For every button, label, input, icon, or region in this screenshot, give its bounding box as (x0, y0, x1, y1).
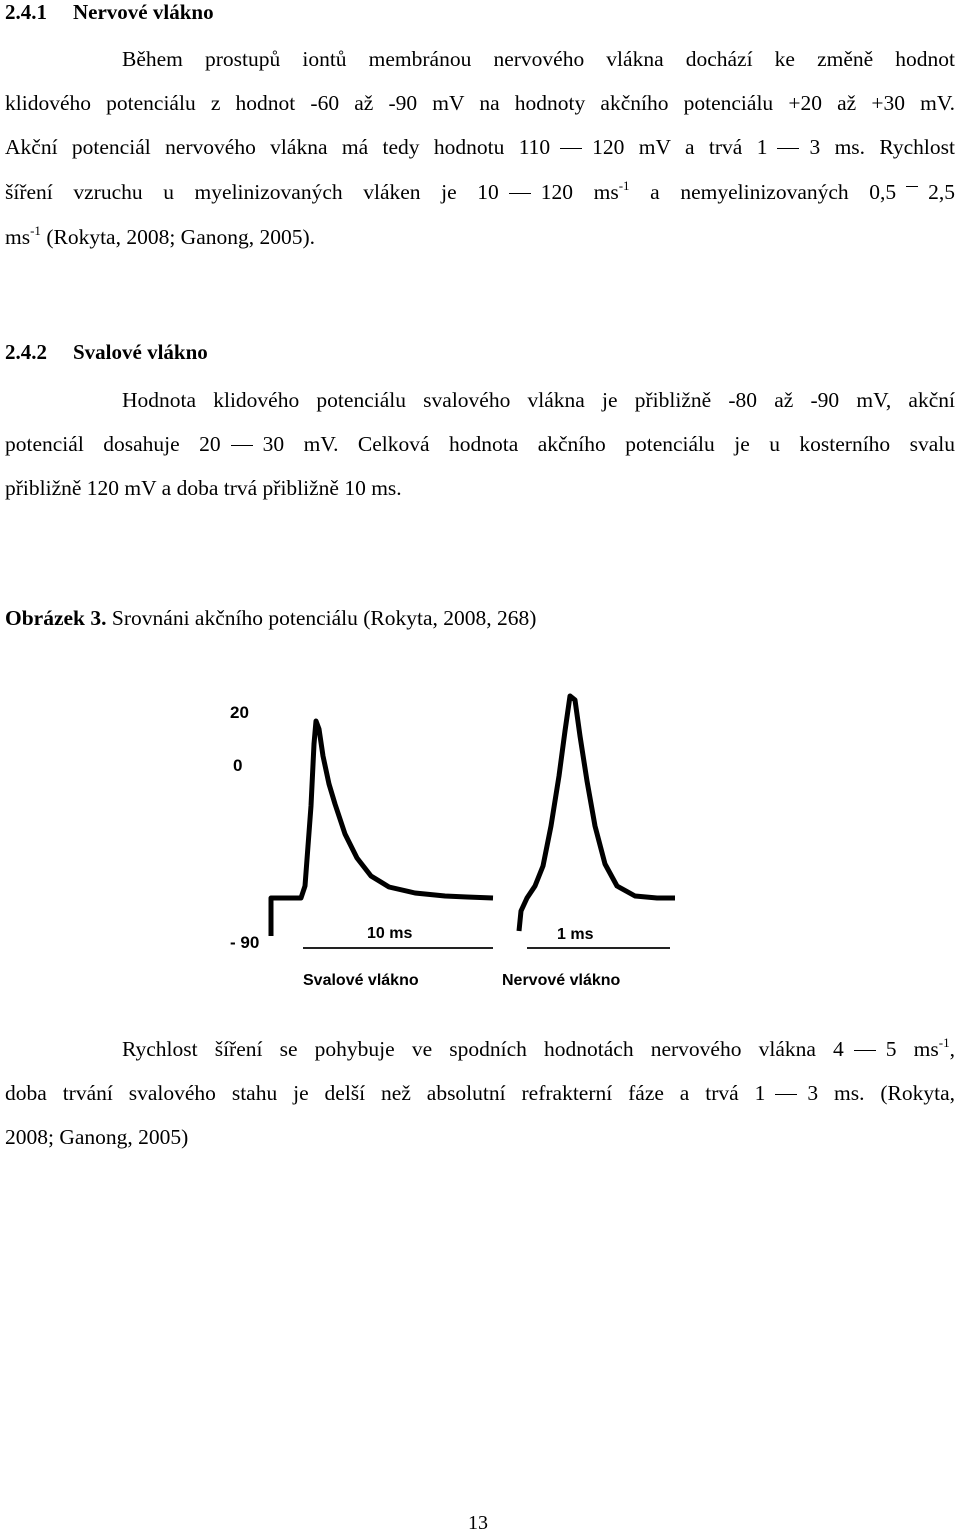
text-line: Během prostupů iontů membránou nervového vlákna dochází ke změně hodnot (122, 47, 955, 71)
text-segment: 3 ms. Rychlost (809, 135, 955, 159)
nerve-duration-label: 1 ms (557, 926, 594, 943)
paragraph-line (122, 47, 955, 72)
section-title: Nervové vlákno (73, 0, 214, 24)
page-number: 13 (468, 1512, 488, 1534)
figure-caption-text: Srovnáni akčního potenciálu (Rokyta, 2008, 268) (111, 606, 537, 630)
text-segment: 5 ms (885, 1037, 939, 1061)
muscle-duration-label: 10 ms (367, 925, 413, 942)
paragraph-line (122, 1037, 955, 1062)
text-segment: 3 ms. (Rokyta, (807, 1081, 956, 1105)
section-number: 2.4.2 (5, 340, 47, 364)
muscle-fiber-label: Svalové vlákno (303, 972, 419, 989)
text-segment: , (949, 1037, 955, 1061)
en-dash (906, 186, 918, 187)
paragraph-line (5, 432, 955, 457)
text-segment: potenciál dosahuje 20 (5, 432, 221, 456)
text-segment: 120 mV a trvá 1 (592, 135, 768, 159)
section-heading-241 (5, 0, 214, 25)
figure-caption-label: Obrázek 3. (5, 606, 107, 630)
y-tick-label: - 90 (230, 933, 260, 952)
section-heading-242 (5, 340, 208, 365)
text-segment: 2,5 (928, 180, 956, 204)
paragraph-line: Hodnota klidového potenciálu svalového vlákna je přibližně -80 až -90 mV, akční (122, 388, 955, 412)
paragraph-line: klidového potenciálu z hodnot -60 až -90 mV na hodnoty akčního potenciálu +20 až +30 mV. (5, 91, 955, 115)
paragraph-line: 2008; Ganong, 2005) (5, 1125, 189, 1149)
text-segment: 120 ms (540, 180, 619, 204)
superscript: -1 (938, 1035, 950, 1050)
text-segment: Akční potenciál nervového vlákna má tedy hodnotu 110 (5, 135, 551, 159)
en-dash (509, 193, 531, 194)
text-segment: a nemyelinizovaných 0,5 (650, 180, 897, 204)
text-segment: doba trvání svalového stahu je delší než absolutní refrakterní fáze a trvá 1 (5, 1081, 766, 1105)
paragraph-line (5, 135, 955, 160)
en-dash (854, 1050, 876, 1051)
text-segment: Rychlost šíření se pohybuje ve spodních hodnotách nervového vlákna 4 (122, 1037, 844, 1061)
action-potential-figure (205, 686, 750, 1006)
en-dash (560, 148, 582, 149)
en-dash (777, 148, 799, 149)
text-segment: ms (5, 225, 31, 249)
paragraph-line: přibližně 120 mV a doba trvá přibližně 10 ms. (5, 476, 402, 500)
nerve-fiber-label: Nervové vlákno (502, 972, 621, 989)
paragraph-line (5, 1081, 955, 1106)
paragraph-line (5, 180, 955, 205)
text-segment: (Rokyta, 2008; Ganong, 2005). (46, 225, 316, 249)
superscript: -1 (618, 178, 630, 193)
paragraph-line (5, 225, 955, 250)
text-segment: 30 mV. Celková hodnota akčního potenciálu je u kosterního svalu (262, 432, 955, 456)
section-number: 2.4.1 (5, 0, 47, 24)
en-dash (231, 445, 253, 446)
section-title: Svalové vlákno (73, 340, 208, 364)
en-dash (775, 1094, 797, 1095)
figure-background (205, 686, 750, 1006)
text-segment: šíření vzruchu u myelinizovaných vláken je 10 (5, 180, 499, 204)
figure-caption (5, 606, 536, 631)
superscript: -1 (30, 223, 41, 238)
y-tick-label: 0 (233, 756, 243, 775)
y-tick-label: 20 (230, 703, 249, 722)
